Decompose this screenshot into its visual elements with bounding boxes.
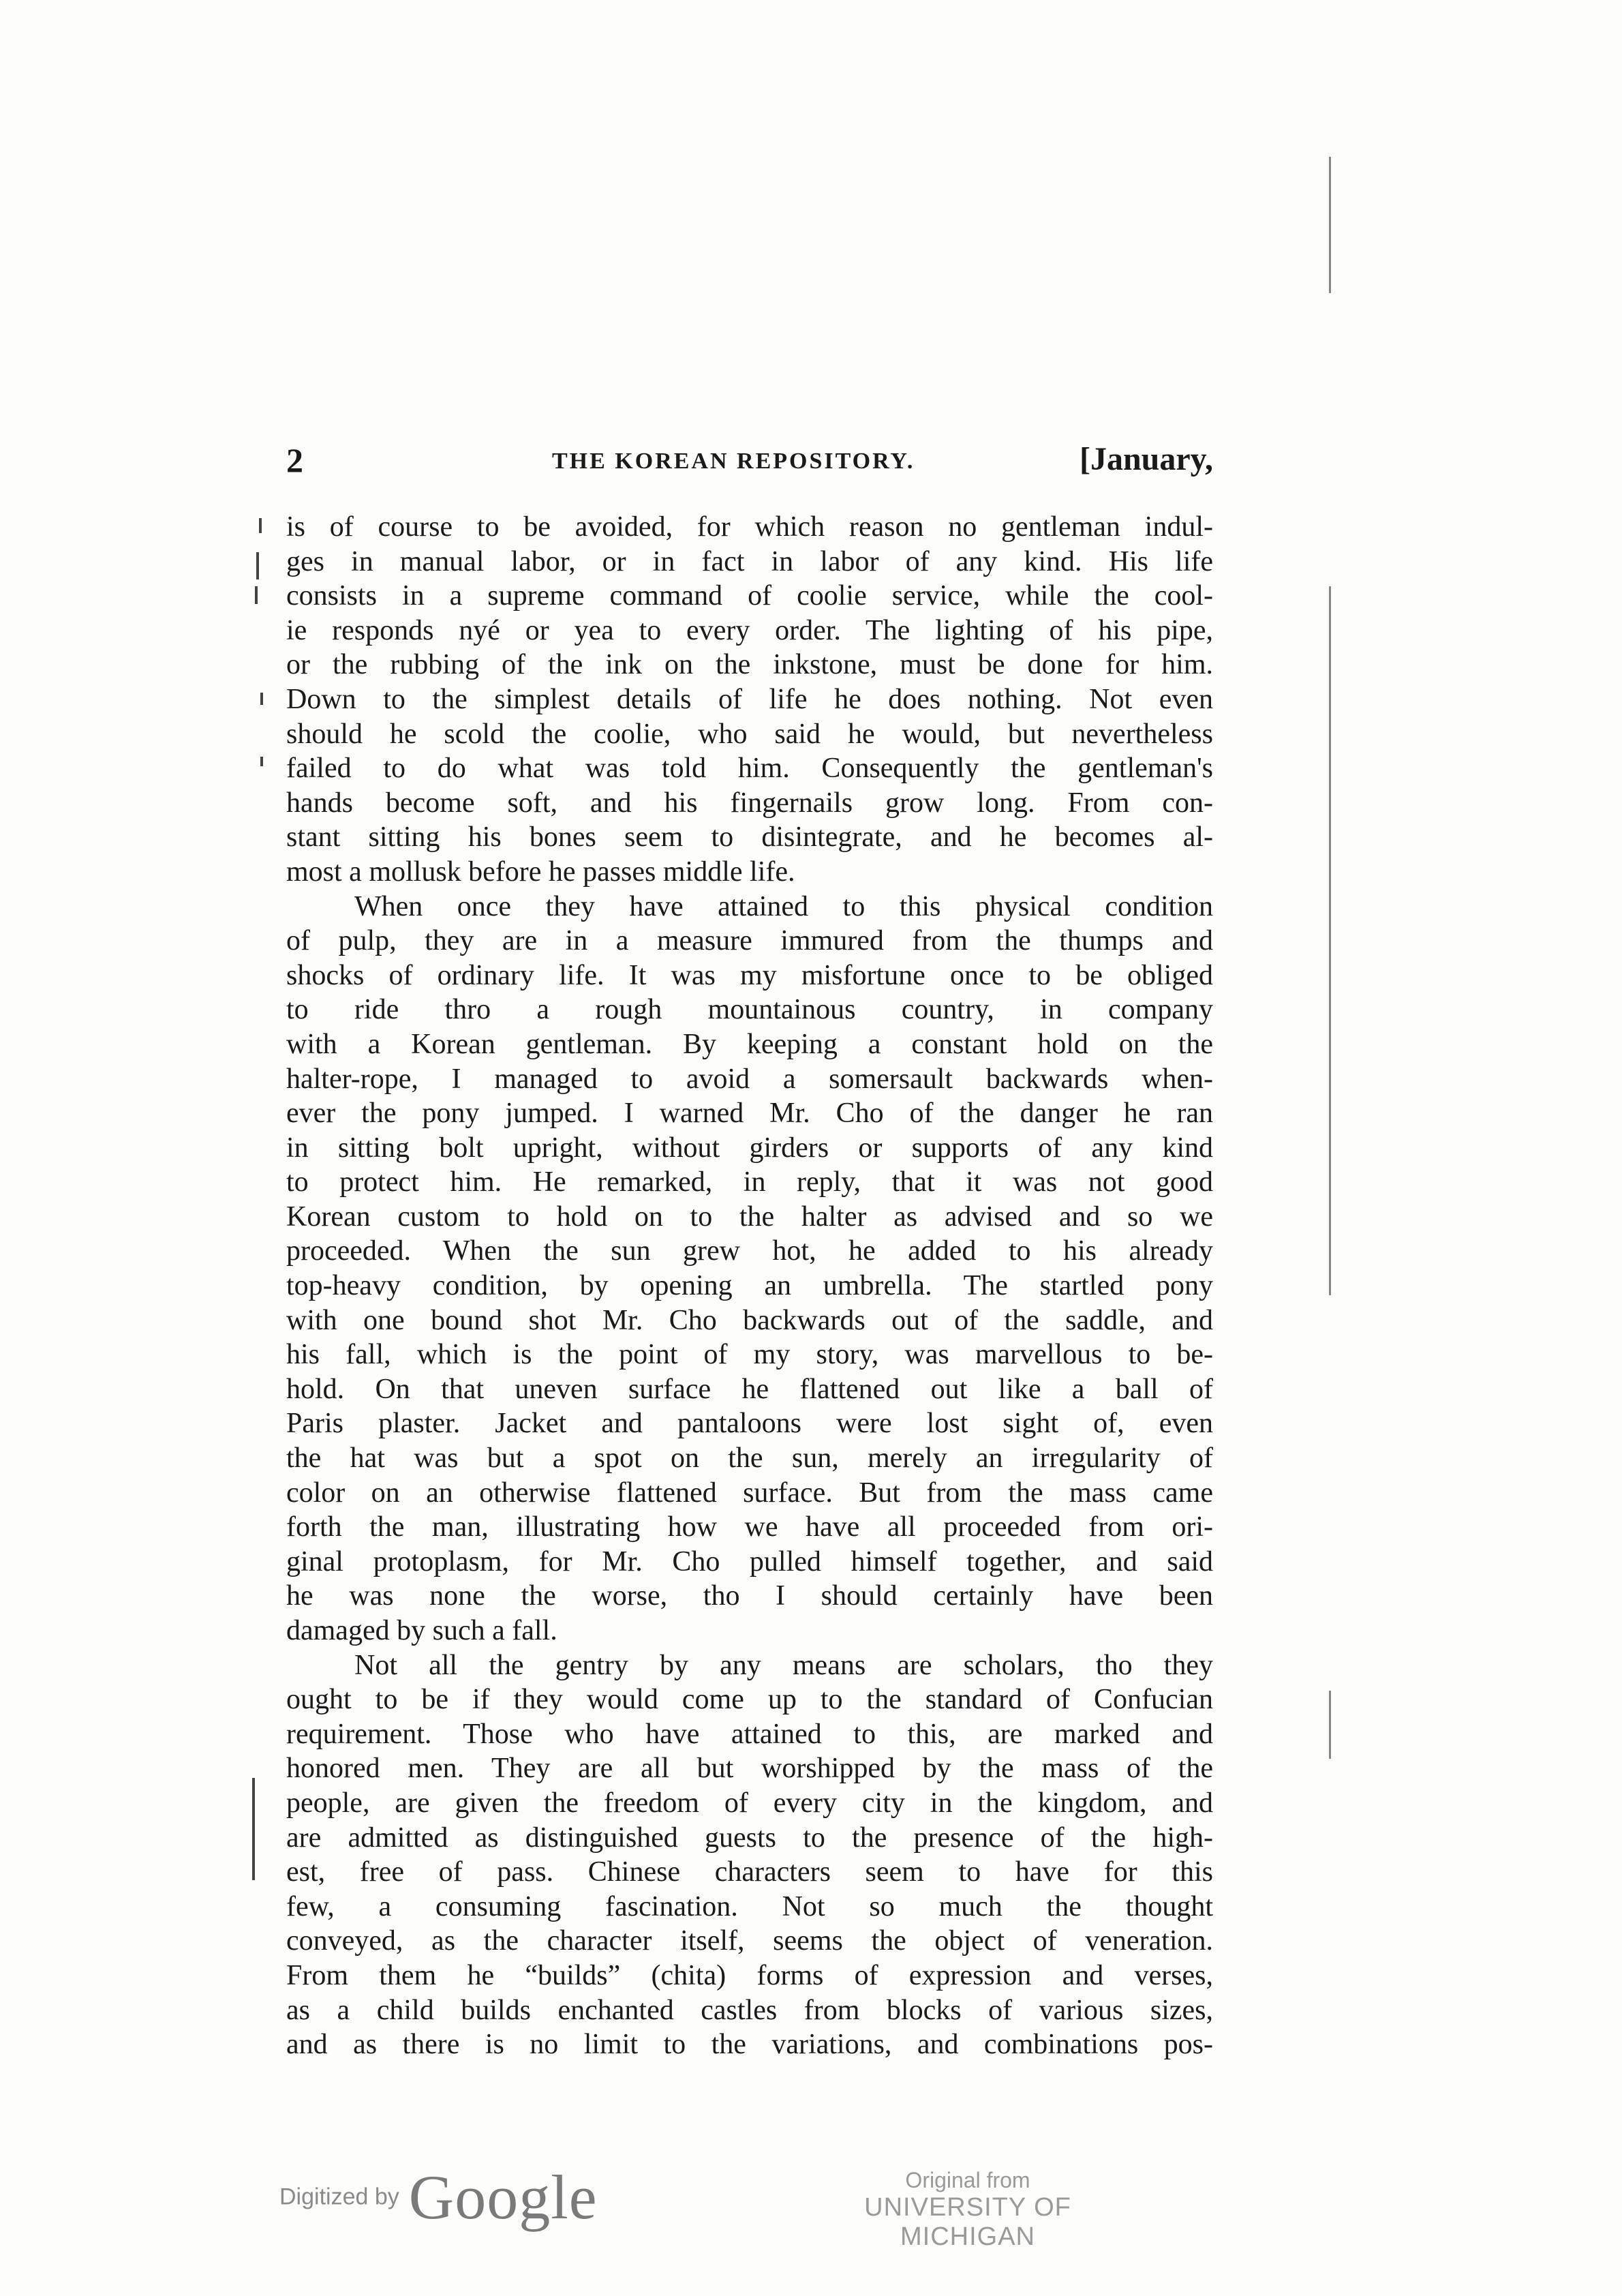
text-line: consists in a supreme command of coolie service, while the cool- xyxy=(286,580,1213,612)
text-line: From them he “builds” (chita) forms of expression and verses, xyxy=(286,1959,1213,1991)
text-line: ie responds nyé or yea to every order. The lighting of his pipe, xyxy=(286,614,1213,646)
text-line: to protect him. He remarked, in reply, that it was not good xyxy=(286,1166,1213,1198)
text-line: should he scold the coolie, who said he would, but nevertheless xyxy=(286,718,1213,750)
text-line: conveyed, as the character itself, seems the object of veneration. xyxy=(286,1925,1213,1957)
text-line: halter-rope, I managed to avoid a somersault backwards when- xyxy=(286,1063,1213,1095)
text-line: to ride thro a rough mountainous country, in company xyxy=(286,994,1213,1026)
text-line: forth the man, illustrating how we have all proceeded from ori- xyxy=(286,1511,1213,1543)
text-line: most a mollusk before he passes middle life. xyxy=(286,856,795,888)
digitized-by-label: Digitized by xyxy=(279,2184,399,2210)
text-line: ever the pony jumped. I warned Mr. Cho of the danger he ran xyxy=(286,1098,1213,1130)
margin-mark xyxy=(255,586,258,604)
text-line: shocks of ordinary life. It was my misfortune once to be obliged xyxy=(286,959,1213,991)
text-line: with one bound shot Mr. Cho backwards out of the saddle, and xyxy=(286,1304,1213,1336)
text-line: Not all the gentry by any means are scholars, tho they xyxy=(354,1649,1213,1681)
text-line: as a child builds enchanted castles from blocks of various sizes, xyxy=(286,1994,1213,2026)
text-line: When once they have attained to this physical condition xyxy=(354,890,1213,922)
university-label: UNIVERSITY OF MICHIGAN xyxy=(864,2193,1071,2251)
body-text xyxy=(286,510,1213,2062)
text-line: requirement. Those who have attained to this, are marked and xyxy=(286,1718,1213,1750)
original-source xyxy=(804,2168,1131,2252)
text-line: in sitting bolt upright, without girders or supports of any kind xyxy=(286,1132,1213,1164)
text-line: est, free of pass. Chinese characters seem to have for this xyxy=(286,1856,1213,1888)
text-line: honored men. They are all but worshipped by the mass of the xyxy=(286,1753,1213,1785)
text-line: stant sitting his bones seem to disintegrate, and he becomes al- xyxy=(286,821,1213,854)
text-line: the hat was but a spot on the sun, merely an irregularity of xyxy=(286,1442,1213,1475)
google-logo: Google xyxy=(408,2162,598,2232)
text-line: or the rubbing of the ink on the inkstone, must be done for him. xyxy=(286,649,1213,681)
text-line: people, are given the freedom of every city in the kingdom, and xyxy=(286,1787,1213,1819)
text-line: ought to be if they would come up to the standard of Confucian xyxy=(286,1684,1213,1716)
margin-mark xyxy=(252,1778,255,1880)
text-line: Down to the simplest details of life he does nothing. Not even xyxy=(286,683,1213,715)
text-line: and as there is no limit to the variations, and combinations pos- xyxy=(286,2029,1213,2061)
original-from-label: Original from xyxy=(905,2168,1030,2192)
text-line: hold. On that uneven surface he flattened out like a ball of xyxy=(286,1373,1213,1405)
text-line: damaged by such a fall. xyxy=(286,1615,557,1646)
text-line: he was none the worse, tho I should certainly have been xyxy=(286,1580,1213,1612)
text-line: Korean custom to hold on to the halter as advised and so we xyxy=(286,1200,1213,1233)
text-line: ges in manual labor, or in fact in labor of any kind. His life xyxy=(286,545,1213,577)
text-line: color on an otherwise flattened surface. But from the mass came xyxy=(286,1477,1213,1509)
margin-mark xyxy=(260,693,263,705)
page-number: 2 xyxy=(286,441,303,479)
page-edge-shadow xyxy=(1329,157,1331,293)
text-line: his fall, which is the point of my story, was marvellous to be- xyxy=(286,1339,1213,1371)
text-line: top-heavy condition, by opening an umbrella. The startled pony xyxy=(286,1270,1213,1302)
text-line: few, a consuming fascination. Not so much the thought xyxy=(286,1890,1213,1922)
text-line: ginal protoplasm, for Mr. Cho pulled himself together, and said xyxy=(286,1545,1213,1577)
text-line: are admitted as distinguished guests to the presence of the high- xyxy=(286,1822,1213,1854)
margin-mark xyxy=(260,757,263,766)
journal-title: THE KOREAN REPOSITORY. xyxy=(552,449,915,474)
issue-month: [January, xyxy=(1079,441,1213,477)
text-line: with a Korean gentleman. By keeping a constant hold on the xyxy=(286,1028,1213,1060)
margin-marks xyxy=(245,510,273,2282)
text-line: proceeded. When the sun grew hot, he added to his already xyxy=(286,1235,1213,1267)
margin-mark xyxy=(259,518,262,533)
text-line: of pulp, they are in a measure immured from the thumps and xyxy=(286,925,1213,957)
running-head xyxy=(286,436,1213,491)
margin-mark xyxy=(256,552,259,579)
page-edge-shadow xyxy=(1329,586,1331,1295)
text-line: is of course to be avoided, for which reason no gentleman indul- xyxy=(286,511,1213,543)
text-line: hands become soft, and his fingernails grow long. From con- xyxy=(286,787,1213,819)
text-line: failed to do what was told him. Consequently the gentleman's xyxy=(286,753,1213,785)
text-line: Paris plaster. Jacket and pantaloons were lost sight of, even xyxy=(286,1408,1213,1440)
digitized-by-google xyxy=(279,2161,598,2243)
page-edge-shadow xyxy=(1329,1691,1331,1759)
